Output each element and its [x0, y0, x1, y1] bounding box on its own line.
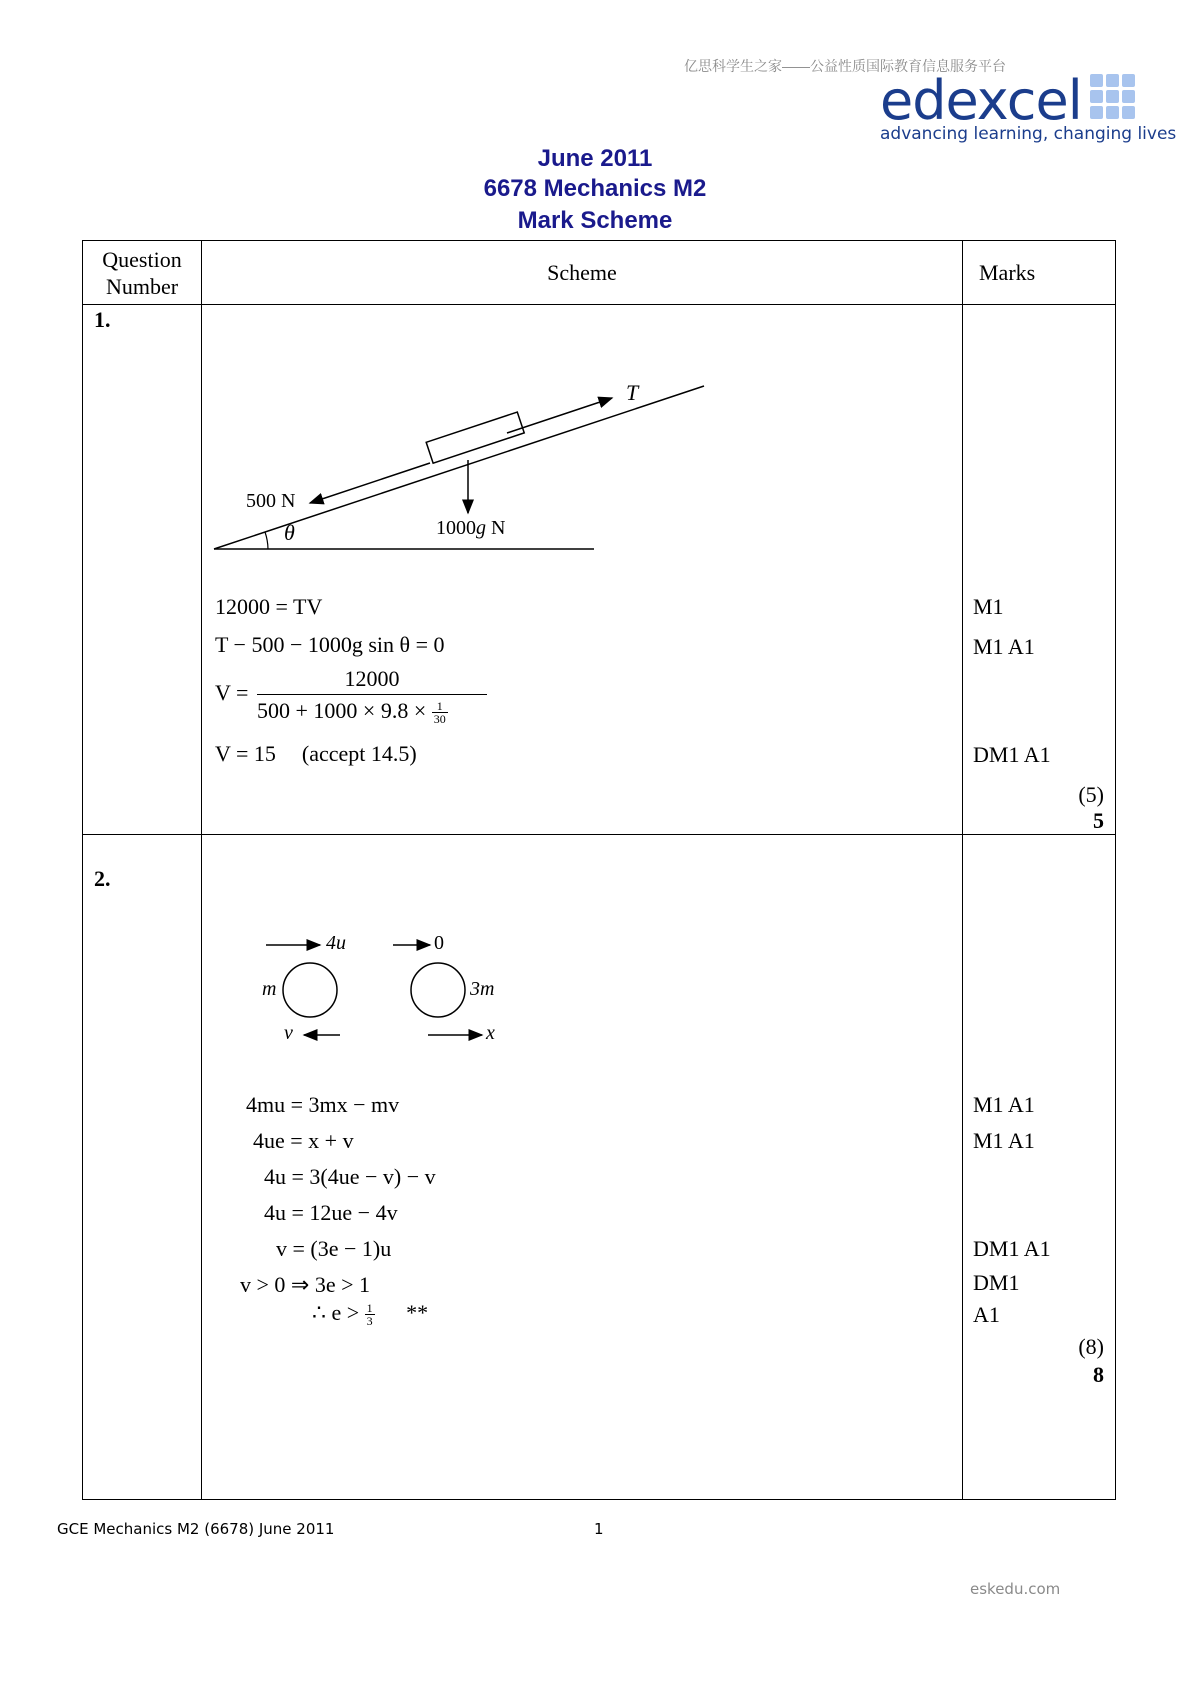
q2-total: 8 [1093, 1362, 1104, 1387]
label-3m: 3m [470, 978, 495, 1000]
page-number: 1 [594, 1520, 604, 1538]
label-x: x [486, 1022, 495, 1044]
q2-eq2: 4ue = x + v [253, 1128, 354, 1153]
header-scheme: Scheme [547, 260, 617, 285]
label-v: v [284, 1022, 293, 1044]
title-paper: 6678 Mechanics M2 [483, 175, 707, 202]
title-date: June 2011 [537, 145, 653, 172]
q1-total: 5 [1093, 808, 1104, 833]
tension-arrow [507, 398, 612, 433]
label-zero: 0 [434, 932, 444, 954]
angle-arc [265, 532, 268, 549]
logo-wordmark: edexcel [880, 69, 1082, 132]
q2-subtotal: (8) [1078, 1334, 1104, 1359]
q1-mark-3: DM1 A1 [973, 742, 1051, 767]
title-scheme: Mark Scheme [517, 207, 673, 234]
q2-eq1: 4mu = 3mx − mv [246, 1092, 400, 1117]
q2-mark-2: M1 A1 [973, 1128, 1035, 1153]
q2-mark-3: DM1 A1 [973, 1236, 1051, 1261]
label-m: m [262, 978, 277, 1000]
q2-eq6: v > 0 ⇒ 3e > 1 [240, 1272, 371, 1297]
q2-eq5: v = (3e − 1)u [276, 1236, 392, 1261]
q1-number: 1. [94, 307, 111, 332]
q2-eq4: 4u = 12ue − 4v [264, 1200, 398, 1225]
q2-mark-4: DM1 [973, 1270, 1020, 1295]
logo-grid-icon [1090, 74, 1140, 120]
q1-mark-1: M1 [973, 594, 1004, 619]
q2-number: 2. [94, 866, 111, 891]
q1-eq2: T − 500 − 1000g sin θ = 0 [215, 632, 445, 657]
q2-collision-diagram [260, 930, 500, 1050]
q1-mark-2: M1 A1 [973, 634, 1035, 659]
footer-title: GCE Mechanics M2 (6678) June 2011 [57, 1520, 335, 1538]
q1-eq4: V = 15 (accept 14.5) [215, 741, 417, 766]
particle-3m [411, 963, 465, 1017]
tension-label: T [626, 380, 639, 405]
q2-mark-5: A1 [973, 1302, 1000, 1327]
angle-label: θ [284, 520, 295, 545]
weight-label: 1000g N [436, 517, 506, 539]
watermark-text: 亿思科学生之家——公益性质国际教育信息服务平台 [684, 58, 1006, 74]
block [426, 412, 524, 463]
label-4u: 4u [326, 932, 346, 954]
q2-mark-1: M1 A1 [973, 1092, 1035, 1117]
q1-subtotal: (5) [1078, 782, 1104, 807]
resistance-label: 500 N [246, 490, 296, 512]
particle-m [283, 963, 337, 1017]
footer-site: eskedu.com [970, 1580, 1061, 1598]
q2-eq7: ∴ e > $\frac{1}{3}$ ** [312, 1300, 429, 1329]
q2-eq3: 4u = 3(4ue − v) − v [264, 1164, 436, 1189]
q1-eq1: 12000 = TV [215, 594, 323, 619]
header-marks: Marks [979, 260, 1036, 285]
header-question-number: Question Number [102, 247, 182, 299]
logo-tagline: advancing learning, changing lives [880, 124, 1177, 144]
edexcel-logo [880, 69, 1082, 132]
